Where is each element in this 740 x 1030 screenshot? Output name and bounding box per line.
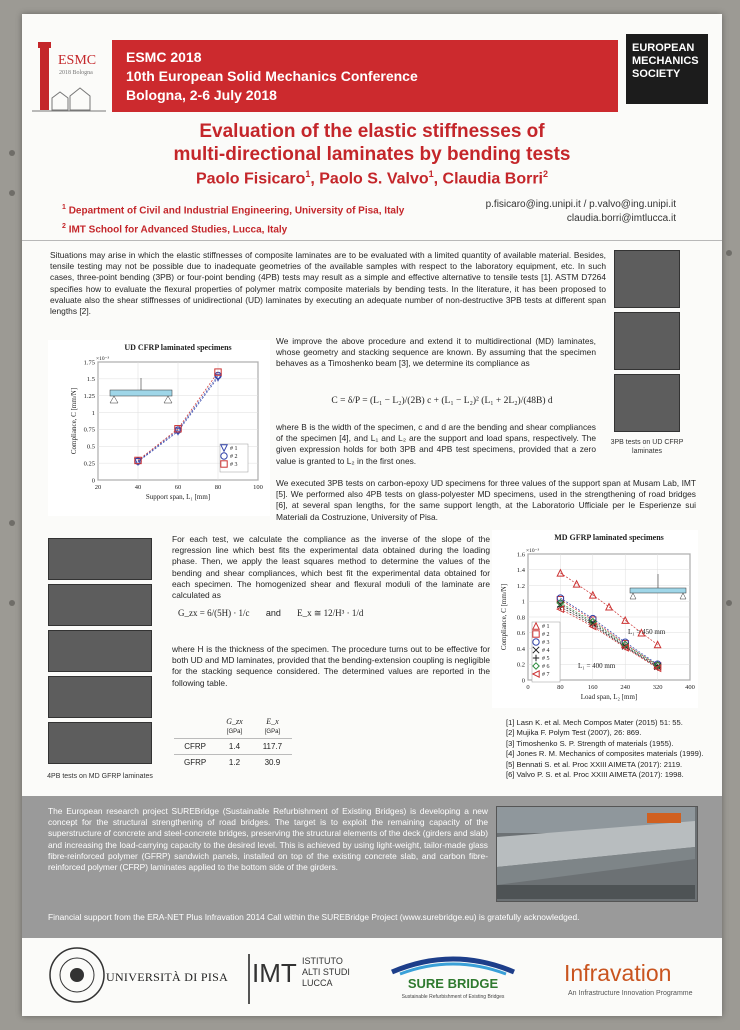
- col-e-unit: [GPa]: [264, 729, 281, 735]
- paragraph-2: We improve the above procedure and extend it to multidirectional (MD) laminates, whose geometry and stacking sequence are known. By assuming that the specimen behaves as a Timoshenko beam [3], we determine its compliance as: [276, 336, 596, 369]
- reference-item: [6] Valvo P. S. et al. Proc XXIII AIMETA (2017): 1998.: [506, 770, 684, 780]
- affiliation-1: Department of Civil and Industrial Engineering, University of Pisa, Italy: [68, 205, 405, 217]
- y-tick-label: 1.4: [516, 567, 525, 575]
- x-tick-label: 400: [685, 684, 695, 691]
- reference-item: [3] Timoshenko S. P. Strength of materials (1955).: [506, 738, 674, 748]
- y-tick-label: 0.8: [516, 614, 525, 622]
- col-e-header: E_x: [266, 717, 279, 726]
- y-tick-label: 0: [521, 677, 525, 685]
- x-tick-label: 240: [620, 684, 631, 691]
- legend-label: # 1: [230, 446, 238, 452]
- chart-ud-cfrp: [48, 340, 270, 516]
- y-tick-label: 0: [91, 477, 95, 485]
- title-line1: Evaluation of the elastic stiffnesses of: [199, 121, 545, 142]
- affiliations: [62, 200, 404, 239]
- y-tick-label: 1: [521, 598, 525, 606]
- beam-inset: [110, 390, 172, 396]
- y-axis-label: Compliance, C [mm/N]: [70, 387, 78, 455]
- caption-4pb: 4PB tests on MD GFRP laminates: [47, 773, 153, 780]
- col-g-header: G_zx: [226, 717, 243, 726]
- y-axis-label: Compliance, C [mm/N]: [500, 583, 508, 651]
- x-tick-label: 320: [652, 684, 663, 691]
- bridge-photo: [496, 806, 698, 902]
- divider: [22, 240, 722, 241]
- col-g-unit: [GPa]: [226, 729, 243, 735]
- y-tick-label: 1.2: [516, 582, 525, 590]
- beam-inset: [630, 588, 686, 593]
- intro-paragraph: Situations may arise in which the elastic stiffnesses of composite laminates are to be evaluated with a limited quantity of available material. Besides, tensile testing may not be possible due to inadequate geometries of the available samples with respect to the laboratory equipment, etc. In such cases, three-point bending (3PB) or four-point bending (4PB) tests may result as a simple and effective alternative to tensile tests [1]. ASTM D7264 specifies how to evaluate the flexural properties of polymer matrix composite materials by bending tests. In the literature, it has been proposed to evaluate also the shear stiffnesses of unidirectional (UD) laminates by executing an adequate number of non-destructive 3PB tests at different span lengths [2].: [50, 250, 606, 317]
- data-point: [606, 604, 612, 610]
- reference-item: [2] Mujika F. Polym Test (2007), 26: 869.: [506, 728, 642, 738]
- support-left: [630, 593, 636, 599]
- email-line1[interactable]: p.fisicaro@ing.unipi.it / p.valvo@ing.unipi.it: [485, 199, 676, 210]
- x-tick-label: 160: [587, 684, 598, 691]
- y-tick-label: 1.6: [516, 551, 525, 559]
- caption-3pb: 3PB tests on UD CFRP laminates: [610, 439, 684, 455]
- table-row: [174, 755, 292, 771]
- y-multiplier: ×10⁻³: [96, 356, 110, 362]
- formula-compliance: C = δ/P = (L₁ − L₂)/(2B) c + (L₁ − L₂)² (L₁ + 2L₂)/(48B) d: [331, 396, 553, 406]
- x-tick-label: 20: [94, 484, 102, 491]
- data-point: [573, 581, 579, 587]
- y-tick-label: 1.5: [86, 376, 95, 384]
- y-tick-label: 0.4: [516, 645, 525, 653]
- ems-line3: SOCIETY: [632, 68, 681, 80]
- photo-4pb-1: [48, 538, 152, 580]
- series-line: [560, 609, 657, 668]
- legend-label: # 5: [542, 656, 550, 662]
- aff1-num: 1: [62, 204, 66, 211]
- authors: Paolo Fisicaro$^1$, Paolo S. Valvo$^1$, Claudia Borri$^2$: [195, 169, 549, 188]
- conf-line1: ESMC 2018: [126, 49, 202, 65]
- reference-item: [5] Bennati S. et al. Proc XXIII AIMETA (2017): 2119.: [506, 759, 683, 769]
- row-name: CFRP: [184, 742, 206, 751]
- paragraph-4: We executed 3PB tests on carbon-epoxy UD specimens for three values of the support span at Musam Lab, IMT [5]. We performed also 4PB tests on glass-polyester MD specimens, used in the strengthening of road bridges [6], at several span lengths, for the same support length, at the Laboratorio Ufficiale per le Esperienze sui Materiali da Costruzione, University of Pisa.: [276, 478, 696, 522]
- chart-md-gfrp: [492, 530, 698, 708]
- x-tick-label: 60: [174, 484, 182, 491]
- infravation-logo: Infravation: [564, 960, 672, 986]
- legend-label: # 3: [542, 640, 550, 646]
- y-tick-label: 0.25: [83, 460, 95, 468]
- paragraph-5: For each test, we calculate the compliance as the inverse of the slope of the regression line which best fits the experimental data obtained during the loading phase. Then, we apply the least squares method to determine the values of the bending and shear compliances, which best fit the experimental data obtained for each specimen. The homogenized shear and flexural moduli of the laminate are calculated as: [172, 534, 490, 601]
- y-tick-label: 0.2: [516, 661, 525, 669]
- unipi-logo: UNIVERSITÀ DI PISA: [106, 970, 229, 984]
- conference-band: [112, 40, 618, 112]
- imt-divider: [248, 954, 250, 1004]
- chart-annotation: L₁ = 450 mm: [628, 628, 666, 636]
- support-right: [680, 593, 686, 599]
- reference-item: [1] Lasn K. et al. Mech Compos Mater (2015) 51: 55.: [506, 718, 683, 727]
- surebridge-sub: Sustainable Refurbishment of Existing Bridges: [401, 994, 505, 1000]
- pin: [726, 250, 732, 256]
- pin: [9, 600, 15, 606]
- author-2-sup: 1: [428, 169, 434, 179]
- legend-label: # 2: [542, 632, 550, 638]
- x-tick-label: 80: [214, 484, 222, 491]
- unipi-seal: [48, 946, 106, 1004]
- project-band: [22, 796, 722, 938]
- surebridge-mark: [390, 950, 516, 976]
- row-g: 1.2: [228, 758, 241, 767]
- x-tick-label: 100: [253, 484, 263, 491]
- surebridge-logo: SURE BRIDGE: [407, 976, 499, 991]
- imt-l2: ALTI STUDI: [302, 967, 350, 977]
- paragraph-3: where B is the width of the specimen, c and d are the bending and shear compliances of the specimen [4], and L₁ and L₂ are the support and load spans, respectively. The given expression holds for both 3PB and 4PB test specimens, provided that a zero value is granted to L₂ in the first ones.: [276, 422, 596, 466]
- author-2: Paolo S. Valvo: [319, 170, 429, 188]
- legend-label: # 7: [542, 672, 550, 678]
- ems-line2: MECHANICS: [632, 55, 699, 67]
- reference-item: [4] Jones R. M. Mechanics of composites materials (1999).: [506, 749, 704, 759]
- photo-4pb-5: [48, 722, 152, 764]
- imt-l3: LUCCA: [302, 978, 333, 988]
- y-tick-label: 0.5: [86, 443, 95, 451]
- y-tick-label: 0.75: [83, 426, 95, 434]
- x-axis-label: Load span, L₂ [mm]: [580, 693, 638, 701]
- results-table: [174, 714, 292, 770]
- x-axis-label: Support span, L₁ [mm]: [145, 493, 211, 501]
- esmc-logo-sub: 2018 Bologna: [59, 70, 93, 76]
- poster: [22, 14, 722, 1016]
- legend-label: # 2: [230, 454, 238, 460]
- chart-title: MD GFRP laminated specimens: [554, 533, 664, 542]
- author-3: Claudia Borri: [442, 170, 543, 188]
- support-right: [164, 396, 172, 403]
- x-tick-label: 0: [526, 684, 530, 691]
- formula-and: and: [265, 608, 281, 618]
- formula-moduli: [178, 608, 478, 619]
- esmc-logo-text: ESMC: [58, 53, 97, 68]
- poster-title: [22, 120, 722, 166]
- y-tick-label: 1.25: [83, 393, 95, 401]
- emails: [486, 198, 676, 226]
- photo-3pb-3: [614, 374, 680, 432]
- row-name: GFRP: [184, 758, 207, 767]
- author-1: Paolo Fisicaro: [195, 170, 306, 188]
- legend-label: # 6: [542, 664, 550, 670]
- support-left: [110, 396, 118, 403]
- bridge-photo-art: [497, 807, 695, 899]
- photo-3pb-1: [614, 250, 680, 308]
- esmc-logo: [30, 36, 108, 118]
- photo-4pb-4: [48, 676, 152, 718]
- legend-label: # 3: [230, 462, 238, 468]
- imt-l1: ISTITUTO: [302, 956, 343, 966]
- funding-text: Financial support from the ERA-NET Plus Infravation 2014 Call within the SUREBridge Project (www.surebridge.eu) is gratefully acknowledged.: [48, 912, 580, 922]
- table-row: [174, 739, 292, 755]
- photo-4pb-3: [48, 630, 152, 672]
- affiliation-2: IMT School for Advanced Studies, Lucca, Italy: [68, 224, 288, 236]
- aff2-num: 2: [62, 223, 66, 231]
- row-g: 1.4: [228, 742, 241, 751]
- author-1-sup: 1: [305, 169, 311, 179]
- chart-annotation: L₁ = 400 mm: [578, 662, 616, 670]
- ems-logo: [626, 34, 708, 104]
- imt-logo: IMT: [252, 958, 297, 988]
- email-line2[interactable]: claudia.borri@imtlucca.it: [566, 213, 676, 224]
- chart-title: UD CFRP laminated specimens: [124, 343, 232, 352]
- y-tick-label: 1: [91, 409, 95, 417]
- y-tick-label: 1.75: [83, 359, 95, 367]
- row-e: 117.7: [262, 742, 283, 751]
- legend-label: # 1: [542, 624, 550, 630]
- photo-3pb-2: [614, 312, 680, 370]
- legend-label: # 4: [542, 648, 550, 654]
- photo-4pb-2: [48, 584, 152, 626]
- pin: [9, 190, 15, 196]
- pin: [9, 520, 15, 526]
- infravation-sub: An Infrastructure Innovation Programme: [568, 990, 693, 997]
- imt-subtitle: [302, 956, 350, 989]
- conf-line2: 10th European Solid Mechanics Conference: [126, 68, 418, 84]
- formula-g: G_zx = 6/(5H) · 1/c: [178, 608, 250, 618]
- pin: [726, 600, 732, 606]
- x-tick-label: 80: [557, 684, 564, 691]
- y-multiplier: ×10⁻³: [526, 548, 540, 554]
- row-e: 30.9: [264, 758, 281, 767]
- pin: [9, 150, 15, 156]
- y-tick-label: 0.6: [516, 630, 525, 638]
- author-3-sup: 2: [543, 169, 549, 179]
- paragraph-6: where H is the thickness of the specimen. The procedure turns out to be effective for both UD and MD laminates, provided that the bending-extension coupling is negligible for the stacking sequence considered. The determined values are reported in the following table.: [172, 644, 490, 688]
- x-tick-label: 40: [134, 484, 142, 491]
- project-text: The European research project SUREBridge (Sustainable Refurbishment of Existing Bridges) is developing a new concept for the structural strengthening of road bridges. The target is to exploit the remaining capacity of the superstructure of concrete and steel-concrete bridges, preserving the structural elements of the deck (girders and slab) and increasing the load-carrying capacity to the desired level. This is achieved by using light-weight, tailor-made glass fibre-reinforced polymer (GFRP) sandwich panels, installed on top of the existing concrete slab, and carbon fibre-reinforced polymer (CFRP) laminates applied to the bottom side of the girders.: [48, 806, 488, 873]
- title-line2: multi-directional laminates by bending tests: [173, 144, 571, 165]
- references: [506, 718, 716, 780]
- formula-e: E_x ≅ 12/H³ · 1/d: [297, 608, 364, 618]
- conf-line3: Bologna, 2-6 July 2018: [126, 87, 277, 103]
- footer-logos: [22, 940, 722, 1016]
- ems-line1: EUROPEAN: [632, 42, 695, 54]
